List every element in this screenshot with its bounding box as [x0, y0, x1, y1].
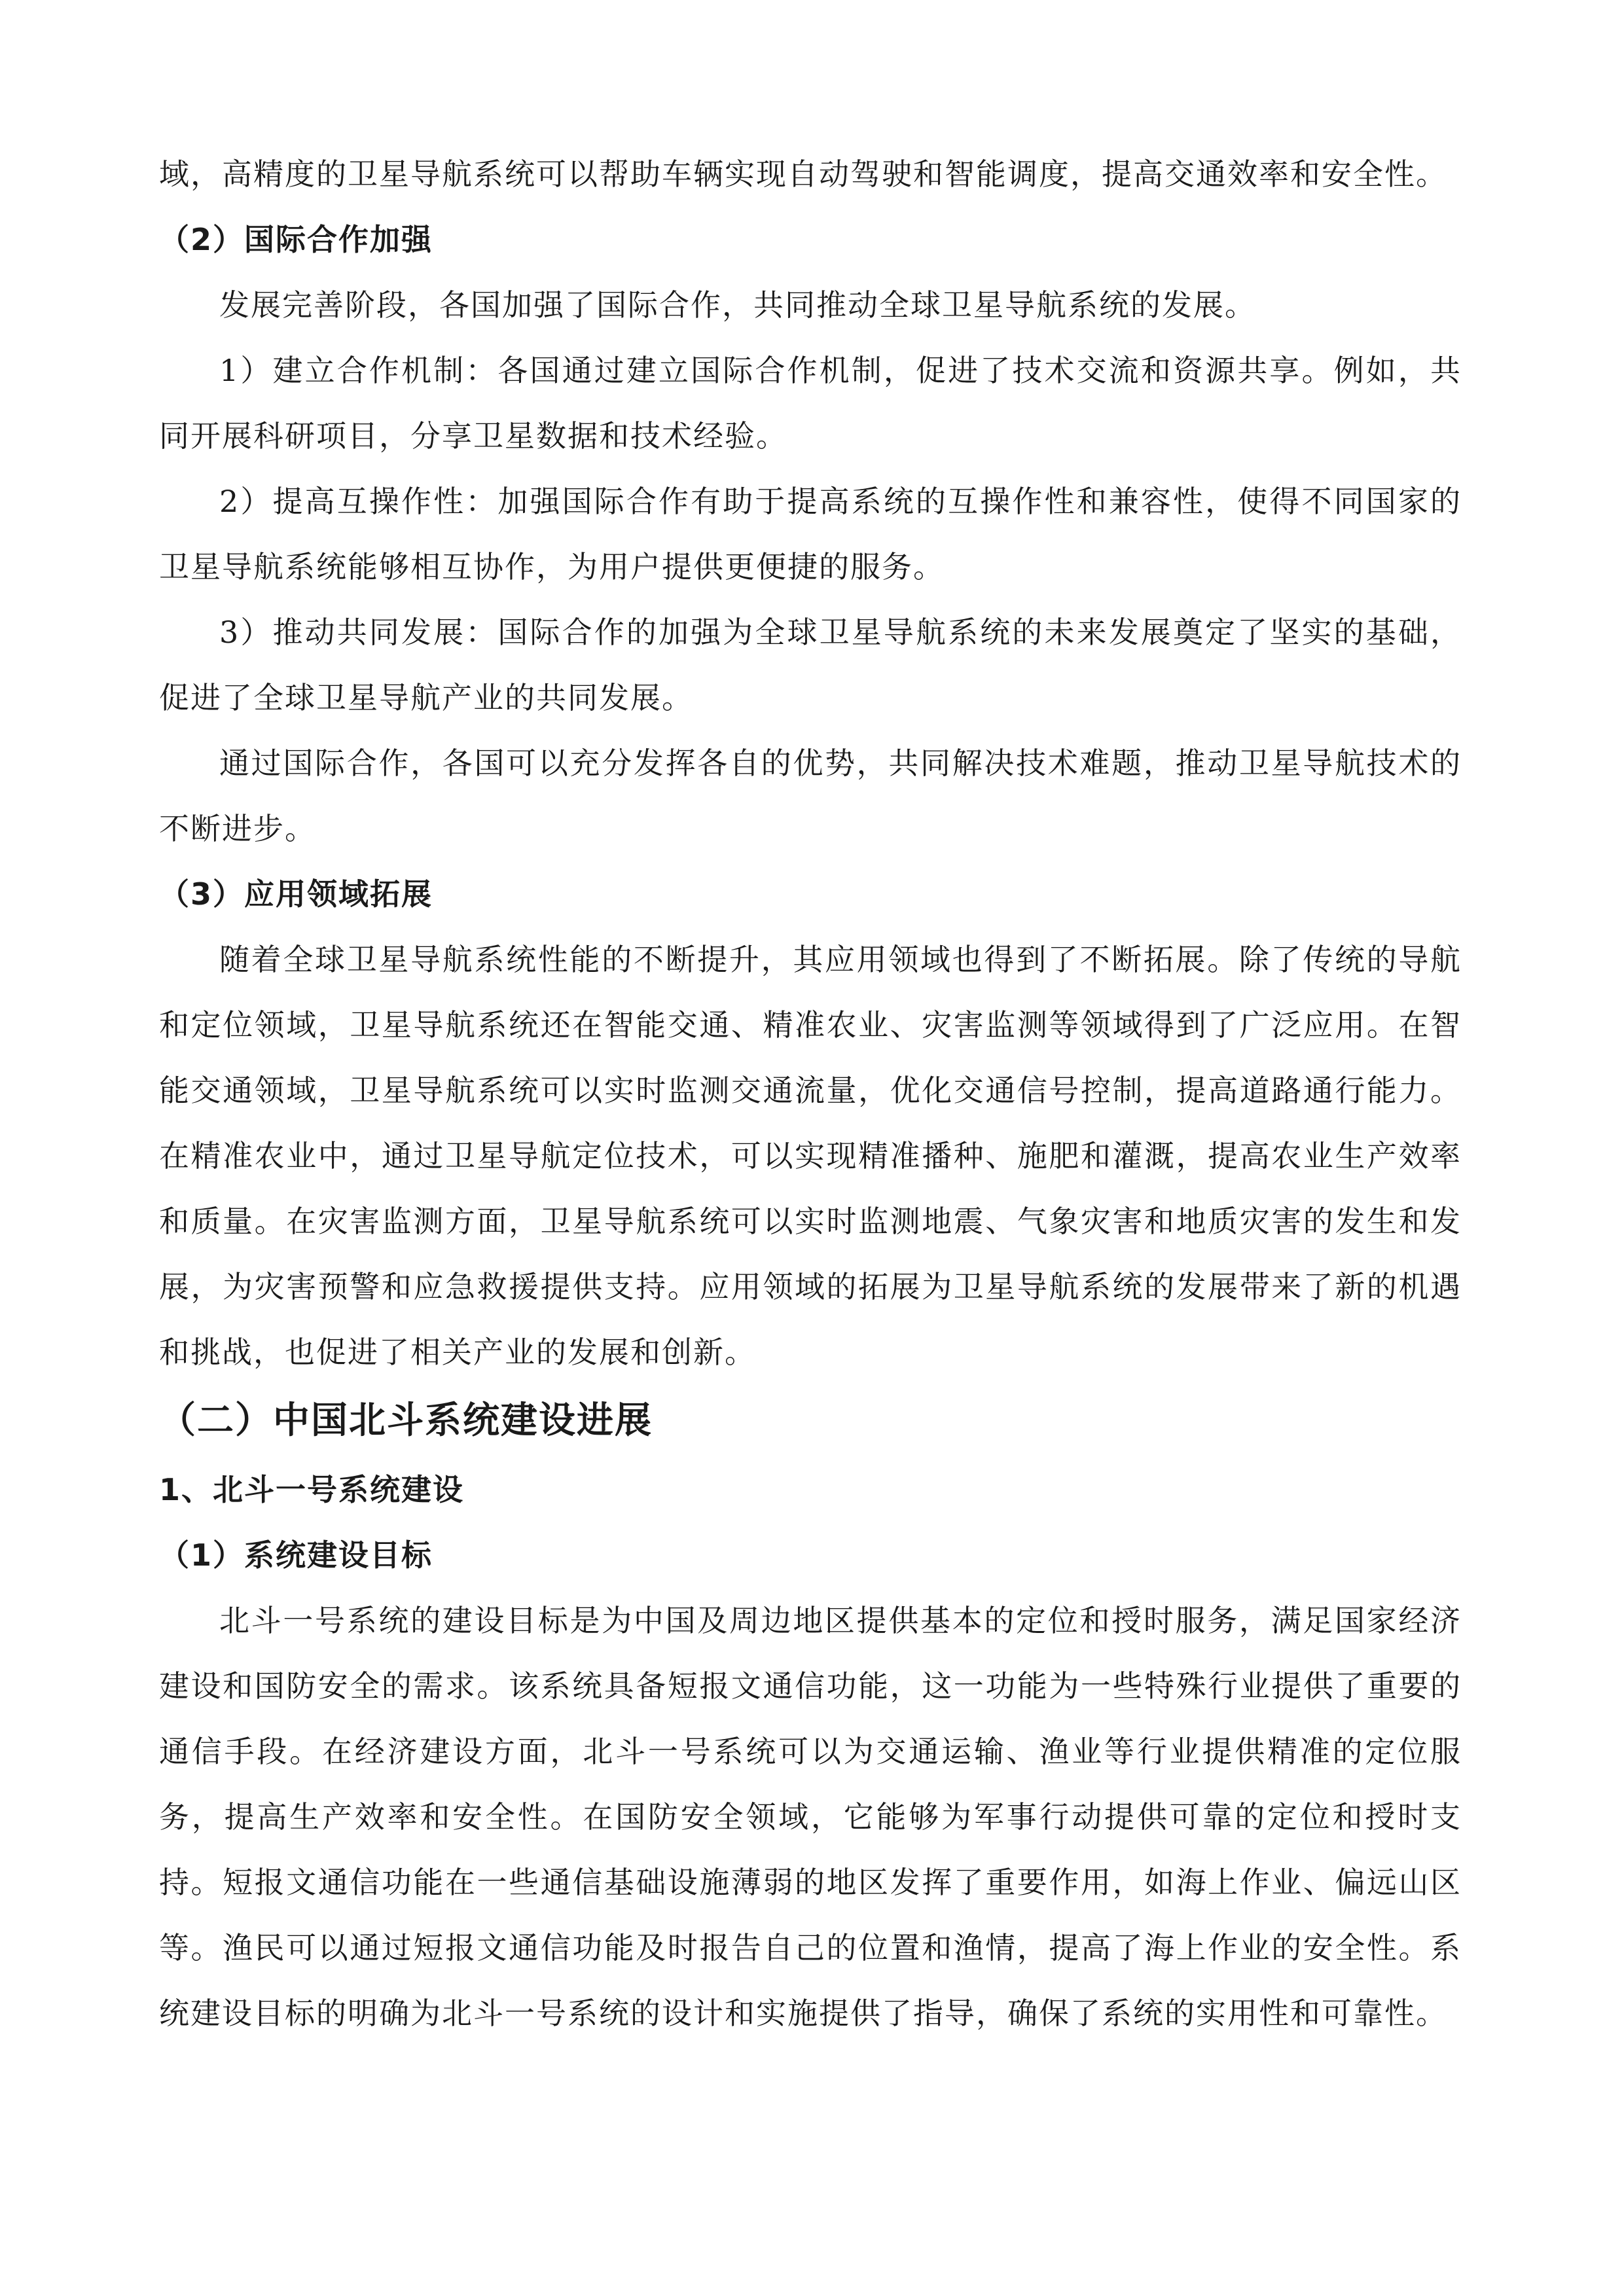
paragraph: 通过国际合作，各国可以充分发挥各自的优势，共同解决技术难题，推动卫星导航技术的不断进步。	[159, 745, 1462, 846]
paragraph: 2）提高互操作性：加强国际合作有助于提高系统的互操作性和兼容性，使得不同国家的卫星导航系统能够相互协作，为用户提供更便捷的服务。	[159, 484, 1462, 584]
paragraph: 随着全球卫星导航系统性能的不断提升，其应用领域也得到了不断拓展。除了传统的导航和定位领域，卫星导航系统还在智能交通、精准农业、灾害监测等领域得到了广泛应用。在智能交通领域，卫星导航系统可以实时监测交通流量，优化交通信号控制，提高道路通行能力。在精准农业中，通过卫星导航定位技术，可以实现精准播种、施肥和灌溉，提高农业生产效率和质量。在灾害监测方面，卫星导航系统可以实时监测地震、气象灾害和地质灾害的发生和发展，为灾害预警和应急救援提供支持。应用领域的拓展为卫星导航系统的发展带来了新的机遇和挑战，也促进了相关产业的发展和创新。	[159, 942, 1462, 1370]
paragraph-continuation: 域，高精度的卫星导航系统可以帮助车辆实现自动驾驶和智能调度，提高交通效率和安全性。	[159, 156, 1447, 192]
section-heading-beidou-progress: （二）中国北斗系统建设进展	[159, 1399, 653, 1442]
subheading-application-expansion: （3）应用领域拓展	[159, 876, 433, 912]
subheading-system-goal: （1）系统建设目标	[159, 1537, 433, 1573]
paragraph: 北斗一号系统的建设目标是为中国及周边地区提供基本的定位和授时服务，满足国家经济建设和国防安全的需求。该系统具备短报文通信功能，这一功能为一些特殊行业提供了重要的通信手段。在经济建设方面，北斗一号系统可以为交通运输、渔业等行业提供精准的定位服务，提高生产效率和安全性。在国防安全领域，它能够为军事行动提供可靠的定位和授时支持。短报文通信功能在一些通信基础设施薄弱的地区发挥了重要作用，如海上作业、偏远山区等。渔民可以通过短报文通信功能及时报告自己的位置和渔情，提高了海上作业的安全性。系统建设目标的明确为北斗一号系统的设计和实施提供了指导，确保了系统的实用性和可靠性。	[159, 1603, 1462, 2031]
subheading-beidou-1: 1、北斗一号系统建设	[159, 1472, 465, 1507]
paragraph: 1）建立合作机制：各国通过建立国际合作机制，促进了技术交流和资源共享。例如，共同开展科研项目，分享卫星数据和技术经验。	[159, 353, 1462, 454]
subheading-international-cooperation: （2）国际合作加强	[159, 222, 433, 257]
document-page	[159, 145, 1462, 2046]
paragraph: 3）推动共同发展：国际合作的加强为全球卫星导航系统的未来发展奠定了坚实的基础，促进了全球卫星导航产业的共同发展。	[159, 615, 1462, 715]
paragraph: 发展完善阶段，各国加强了国际合作，共同推动全球卫星导航系统的发展。	[219, 287, 1256, 323]
